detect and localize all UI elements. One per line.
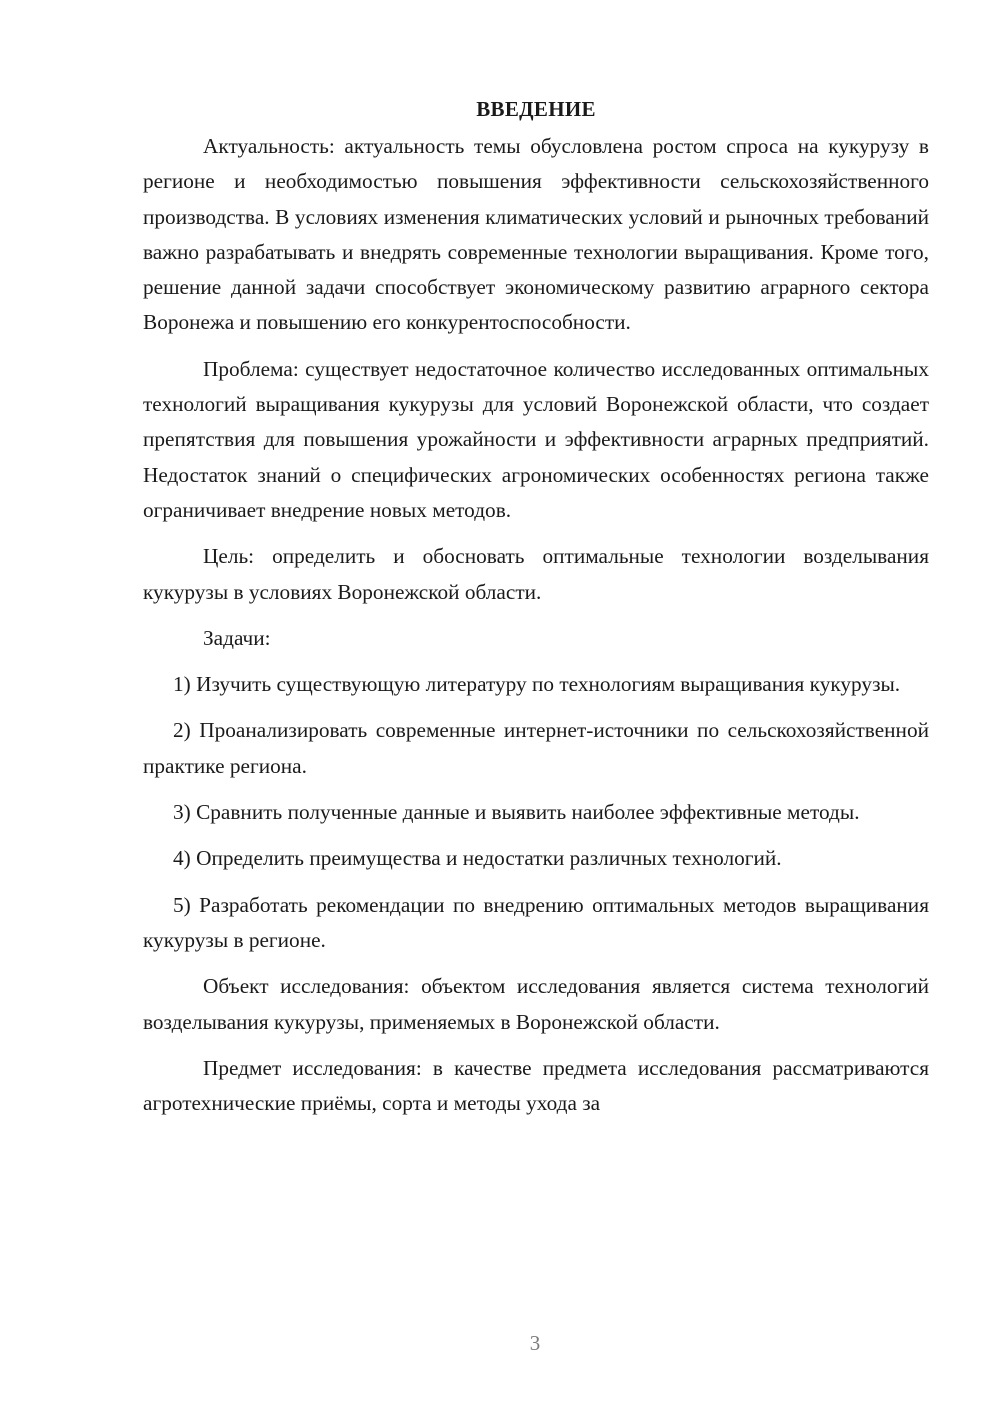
paragraph-problem: Проблема: существует недостаточное количество исследованных оптимальных технологий выращивания кукурузы для условий Воронежской области, что создает препятствия для повышения урожайности и эффективности аграрных предприятий. Недостаток знаний о специфических агрономических особенностях региона также ограничивает внедрение новых методов. [143, 356, 929, 522]
task-item-2: 2) Проанализировать современные интернет-источники по сельскохозяйственной практике региона. [143, 718, 929, 778]
document-page [143, 92, 929, 1121]
paragraph-subject: Предмет исследования: в качестве предмета исследования рассматриваются агротехнические приёмы, сорта и методы ухода за [143, 1055, 929, 1116]
task-item-1: 1) Изучить существующую литературу по технологиям выращивания кукурузы. [173, 672, 901, 697]
task-item-3: 3) Сравнить полученные данные и выявить наиболее эффективные методы. [173, 800, 860, 825]
task-item-5: 5) Разработать рекомендации по внедрению оптимальных методов выращивания кукурузы в регионе. [143, 892, 929, 952]
task-item-4: 4) Определить преимущества и недостатки различных технологий. [173, 846, 782, 871]
paragraph-relevance: Актуальность: актуальность темы обусловлена ростом спроса на кукурузу в регионе и необходимостью повышения эффективности сельскохозяйственного производства. В условиях изменения климатических условий и рыночных требований важно разрабатывать и внедрять современные технологии выращивания. Кроме того, решение данной задачи способствует экономическому развитию аграрного сектора Воронежа и повышению его конкурентоспособности. [143, 134, 929, 335]
section-title: ВВЕДЕНИЕ [476, 97, 596, 121]
paragraph-goal: Цель: определить и обосновать оптимальные технологии возделывания кукурузы в условиях Воронежской области. [143, 544, 929, 604]
paragraph-object: Объект исследования: объектом исследования является система технологий возделывания кукурузы, применяемых в Воронежской области. [143, 974, 929, 1034]
tasks-heading: Задачи: [203, 625, 271, 650]
page-number: 3 [529, 1331, 541, 1355]
